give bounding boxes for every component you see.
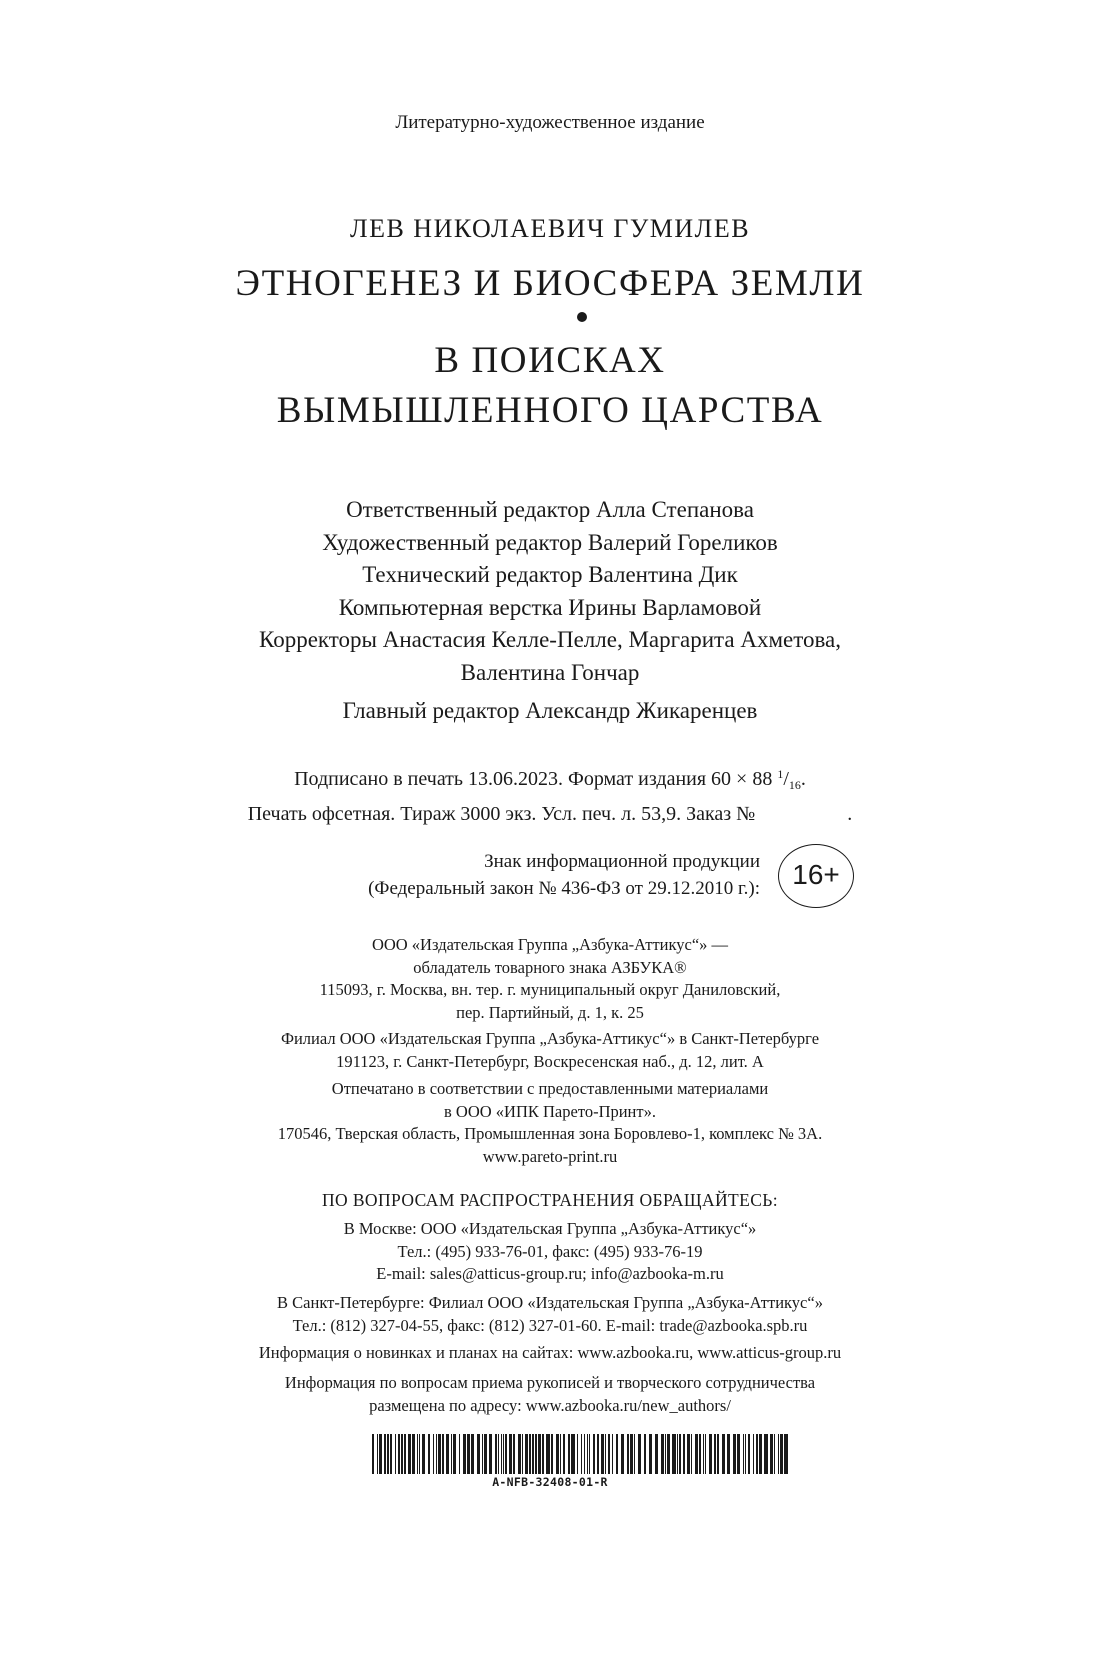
barcode-bar [419, 1434, 420, 1474]
print-info [0, 760, 1100, 829]
barcode-bar [412, 1434, 415, 1474]
barcode-bar [593, 1434, 595, 1474]
barcode-bar [518, 1434, 521, 1474]
barcode-bar [463, 1434, 466, 1474]
barcode-bar [703, 1434, 704, 1474]
barcode-bar [737, 1434, 740, 1474]
news-info: Информация о новинках и планах на сайтах: www.azbooka.ru, www.atticus-group.ru [258, 1343, 842, 1362]
manuscripts-line: размещена по адресу: www.azbooka.ru/new_authors/ [369, 1395, 731, 1415]
barcode-bar [667, 1434, 670, 1474]
barcode-bar [477, 1434, 480, 1474]
signed-text: Подписано в печать 13.06.2023. Формат издания 60 × 88 [294, 768, 773, 790]
title-line: В ПОИСКАХ [434, 340, 666, 381]
barcode-bar [428, 1434, 430, 1474]
barcode-bar [568, 1434, 570, 1474]
barcode-bar [695, 1434, 698, 1474]
barcode-bar [401, 1434, 403, 1474]
credit-line: Художественный редактор Валерий Гореликов [322, 529, 778, 555]
barcode-bar [691, 1434, 692, 1474]
barcode-bar [532, 1434, 534, 1474]
title-imaginary-kingdom [0, 336, 1100, 436]
barcode-bar [756, 1434, 758, 1474]
editorial-credits [0, 494, 1100, 689]
barcode-bar [503, 1434, 504, 1474]
barcode-bar [459, 1434, 460, 1474]
barcode-bar [398, 1434, 400, 1474]
edition-type: Литературно-художественное издание [395, 112, 705, 133]
barcode-bar [379, 1434, 382, 1474]
author-name: ЛЕВ НИКОЛАЕВИЧ ГУМИЛЕВ [349, 214, 751, 243]
barcode-bar [727, 1434, 730, 1474]
manuscripts-line: Информация по вопросам приема рукописей и творческого сотрудничества [284, 1373, 816, 1392]
barcode-bar [438, 1434, 441, 1474]
printing-house-info [0, 1078, 1100, 1168]
barcode-bar [722, 1434, 725, 1474]
publisher-line: 115093, г. Москва, вн. тер. г. муниципальный округ Даниловский, [319, 980, 781, 999]
manuscripts-info [0, 1372, 1100, 1417]
barcode-bar [484, 1434, 487, 1474]
barcode-bar [627, 1434, 629, 1474]
branch-line: Филиал ООО «Издательская Группа „Азбука-Аттикус“» в Санкт-Петербурге [280, 1029, 820, 1048]
barcode-bar [505, 1434, 507, 1474]
barcode-bar [581, 1434, 582, 1474]
barcode-bar [597, 1434, 599, 1474]
barcode-bar [442, 1434, 444, 1474]
barcode-bar [560, 1434, 561, 1474]
spb-line: Тел.: (812) 327-04-55, факс: (812) 327-01-60. E-mail: trade@azbooka.spb.ru [292, 1315, 808, 1335]
barcode-bar [577, 1434, 578, 1474]
barcode-bar [551, 1434, 553, 1474]
barcode-bar [784, 1434, 788, 1474]
credit-line: Технический редактор Валентина Дик [362, 562, 738, 587]
moscow-line: E-mail: sales@atticus-group.ru; info@azbooka-m.ru [376, 1264, 724, 1283]
barcode-bar [584, 1434, 585, 1474]
barcode-bar [770, 1434, 773, 1474]
barcode-bar [745, 1434, 746, 1474]
moscow-contacts [0, 1218, 1100, 1286]
barcode-bar [513, 1434, 515, 1474]
barcode-bar [759, 1434, 762, 1474]
format-denominator: 16 [788, 778, 801, 792]
printing-line: в ООО «ИПК Парето-Принт». [444, 1101, 656, 1121]
barcode-bar [677, 1434, 678, 1474]
barcode-bar [649, 1434, 652, 1474]
barcode-bar [482, 1434, 483, 1474]
barcode-code: A-NFB-32408-01-R [492, 1475, 608, 1489]
title-ethnogenesis: ЭТНОГЕНЕЗ И БИОСФЕРА ЗЕМЛИ [235, 263, 865, 304]
print-info-line-2 [0, 800, 1100, 829]
barcode-bar [471, 1434, 474, 1474]
spb-contacts [0, 1292, 1100, 1337]
barcode-bar [774, 1434, 775, 1474]
barcode-bar [644, 1434, 646, 1474]
barcode-bar [616, 1434, 618, 1474]
branch-info [0, 1028, 1100, 1073]
barcode-bar [687, 1434, 690, 1474]
barcode-bar [608, 1434, 610, 1474]
branch-line: 191123, г. Санкт-Петербург, Воскресенская наб., д. 12, лит. А [336, 1051, 764, 1071]
print-run-end: . [847, 803, 853, 825]
barcode-bar [717, 1434, 719, 1474]
barcode-bar [408, 1434, 411, 1474]
print-run-text: Печать офсетная. Тираж 3000 экз. Усл. печ. л. 53,9. Заказ № [247, 803, 756, 825]
age-rating-badge: 16+ [778, 844, 854, 908]
barcode-bar [638, 1434, 641, 1474]
barcode-bar [748, 1434, 750, 1474]
barcode-bar [498, 1434, 499, 1474]
barcode-bar [395, 1434, 396, 1474]
barcode-bar [417, 1434, 418, 1474]
barcode-bar [538, 1434, 541, 1474]
publisher-line: пер. Партийный, д. 1, к. 25 [456, 1002, 644, 1022]
barcode-bar [587, 1434, 588, 1474]
format-slash: / [783, 768, 789, 790]
credit-line: Корректоры Анастасия Келле-Пелле, Маргарита Ахметова, [259, 627, 841, 652]
printing-line: www.pareto-print.ru [482, 1146, 618, 1166]
publisher-info [0, 934, 1100, 1024]
barcode-bar [433, 1434, 434, 1474]
barcode-bar [453, 1434, 456, 1474]
barcode-icon [372, 1434, 792, 1474]
barcode-bar [699, 1434, 701, 1474]
barcode-bar [655, 1434, 658, 1474]
title-line: ВЫМЫШЛЕННОГО ЦАРСТВА [276, 390, 824, 431]
barcode-bar [780, 1434, 783, 1474]
barcode-bar [529, 1434, 531, 1474]
barcode-bar [509, 1434, 512, 1474]
barcode-bar [705, 1434, 706, 1474]
printing-line: Отпечатано в соответствии с предоставленными материалами [331, 1079, 769, 1098]
barcode-bar [743, 1434, 744, 1474]
barcode-bar [679, 1434, 681, 1474]
barcode-bar [621, 1434, 624, 1474]
barcode-bar [522, 1434, 523, 1474]
barcode-bar [467, 1434, 470, 1474]
barcode-bar [489, 1434, 492, 1474]
age-rating-text [236, 848, 760, 902]
barcode-bar [630, 1434, 633, 1474]
age-rating-line: Знак информационной продукции [484, 851, 760, 872]
barcode-bar [709, 1434, 712, 1474]
barcode-bar [535, 1434, 537, 1474]
barcode-bar [589, 1434, 590, 1474]
barcode-bar [446, 1434, 449, 1474]
barcode-bar [501, 1434, 502, 1474]
barcode-bar [451, 1434, 452, 1474]
barcode-bar [563, 1434, 565, 1474]
barcode-bar [665, 1434, 666, 1474]
barcode-bar [683, 1434, 685, 1474]
bullet-dot-icon [577, 312, 587, 322]
format-numerator: 1 [777, 767, 784, 781]
barcode-bar [525, 1434, 528, 1474]
barcode-bar [372, 1434, 374, 1474]
chief-editor: Главный редактор Александр Жикаренцев [342, 698, 758, 723]
barcode-bar [634, 1434, 635, 1474]
format-end: . [800, 768, 806, 790]
credit-line: Компьютерная верстка Ирины Варламовой [338, 594, 762, 620]
distribution-heading: ПО ВОПРОСАМ РАСПРОСТРАНЕНИЯ ОБРАЩАЙТЕСЬ: [322, 1190, 778, 1210]
barcode-bar [753, 1434, 754, 1474]
barcode-bar [672, 1434, 676, 1474]
barcode-bar [714, 1434, 716, 1474]
barcode-bar [733, 1434, 736, 1474]
barcode-bar [612, 1434, 613, 1474]
barcode-bar [542, 1434, 544, 1474]
barcode-bar [546, 1434, 550, 1474]
barcode-bar [387, 1434, 389, 1474]
barcode-bar [377, 1434, 378, 1474]
barcode-bar [556, 1434, 559, 1474]
barcode-bar [571, 1434, 575, 1474]
barcode-bar [661, 1434, 664, 1474]
barcode-bar [764, 1434, 768, 1474]
spb-line: В Санкт-Петербурге: Филиал ООО «Издательская Группа „Азбука-Аттикус“» [277, 1293, 823, 1312]
credit-line: Ответственный редактор Алла Степанова [346, 497, 754, 522]
age-rating-line: (Федеральный закон № 436-ФЗ от 29.12.2010 г.): [368, 878, 760, 899]
barcode-bar [384, 1434, 386, 1474]
barcode-bar [390, 1434, 392, 1474]
barcode-bar [605, 1434, 606, 1474]
barcode-bar [422, 1434, 425, 1474]
moscow-line: В Москве: ООО «Издательская Группа „Азбука-Аттикус“» [343, 1219, 757, 1238]
printing-line: 170546, Тверская область, Промышленная зона Боровлево-1, комплекс № 3А. [277, 1124, 823, 1143]
publisher-line: ООО «Издательская Группа „Азбука-Аттикус“» — [371, 935, 729, 954]
credit-line: Валентина Гончар [460, 659, 640, 685]
print-info-line-1 [0, 760, 1100, 800]
barcode-bar [601, 1434, 604, 1474]
barcode-bar [404, 1434, 406, 1474]
barcode-bar [495, 1434, 497, 1474]
publisher-line: обладатель товарного знака АЗБУКА® [413, 957, 687, 977]
barcode-bar [436, 1434, 437, 1474]
moscow-line: Тел.: (495) 933-76-01, факс: (495) 933-76-19 [397, 1241, 703, 1261]
barcode-bar [778, 1434, 779, 1474]
